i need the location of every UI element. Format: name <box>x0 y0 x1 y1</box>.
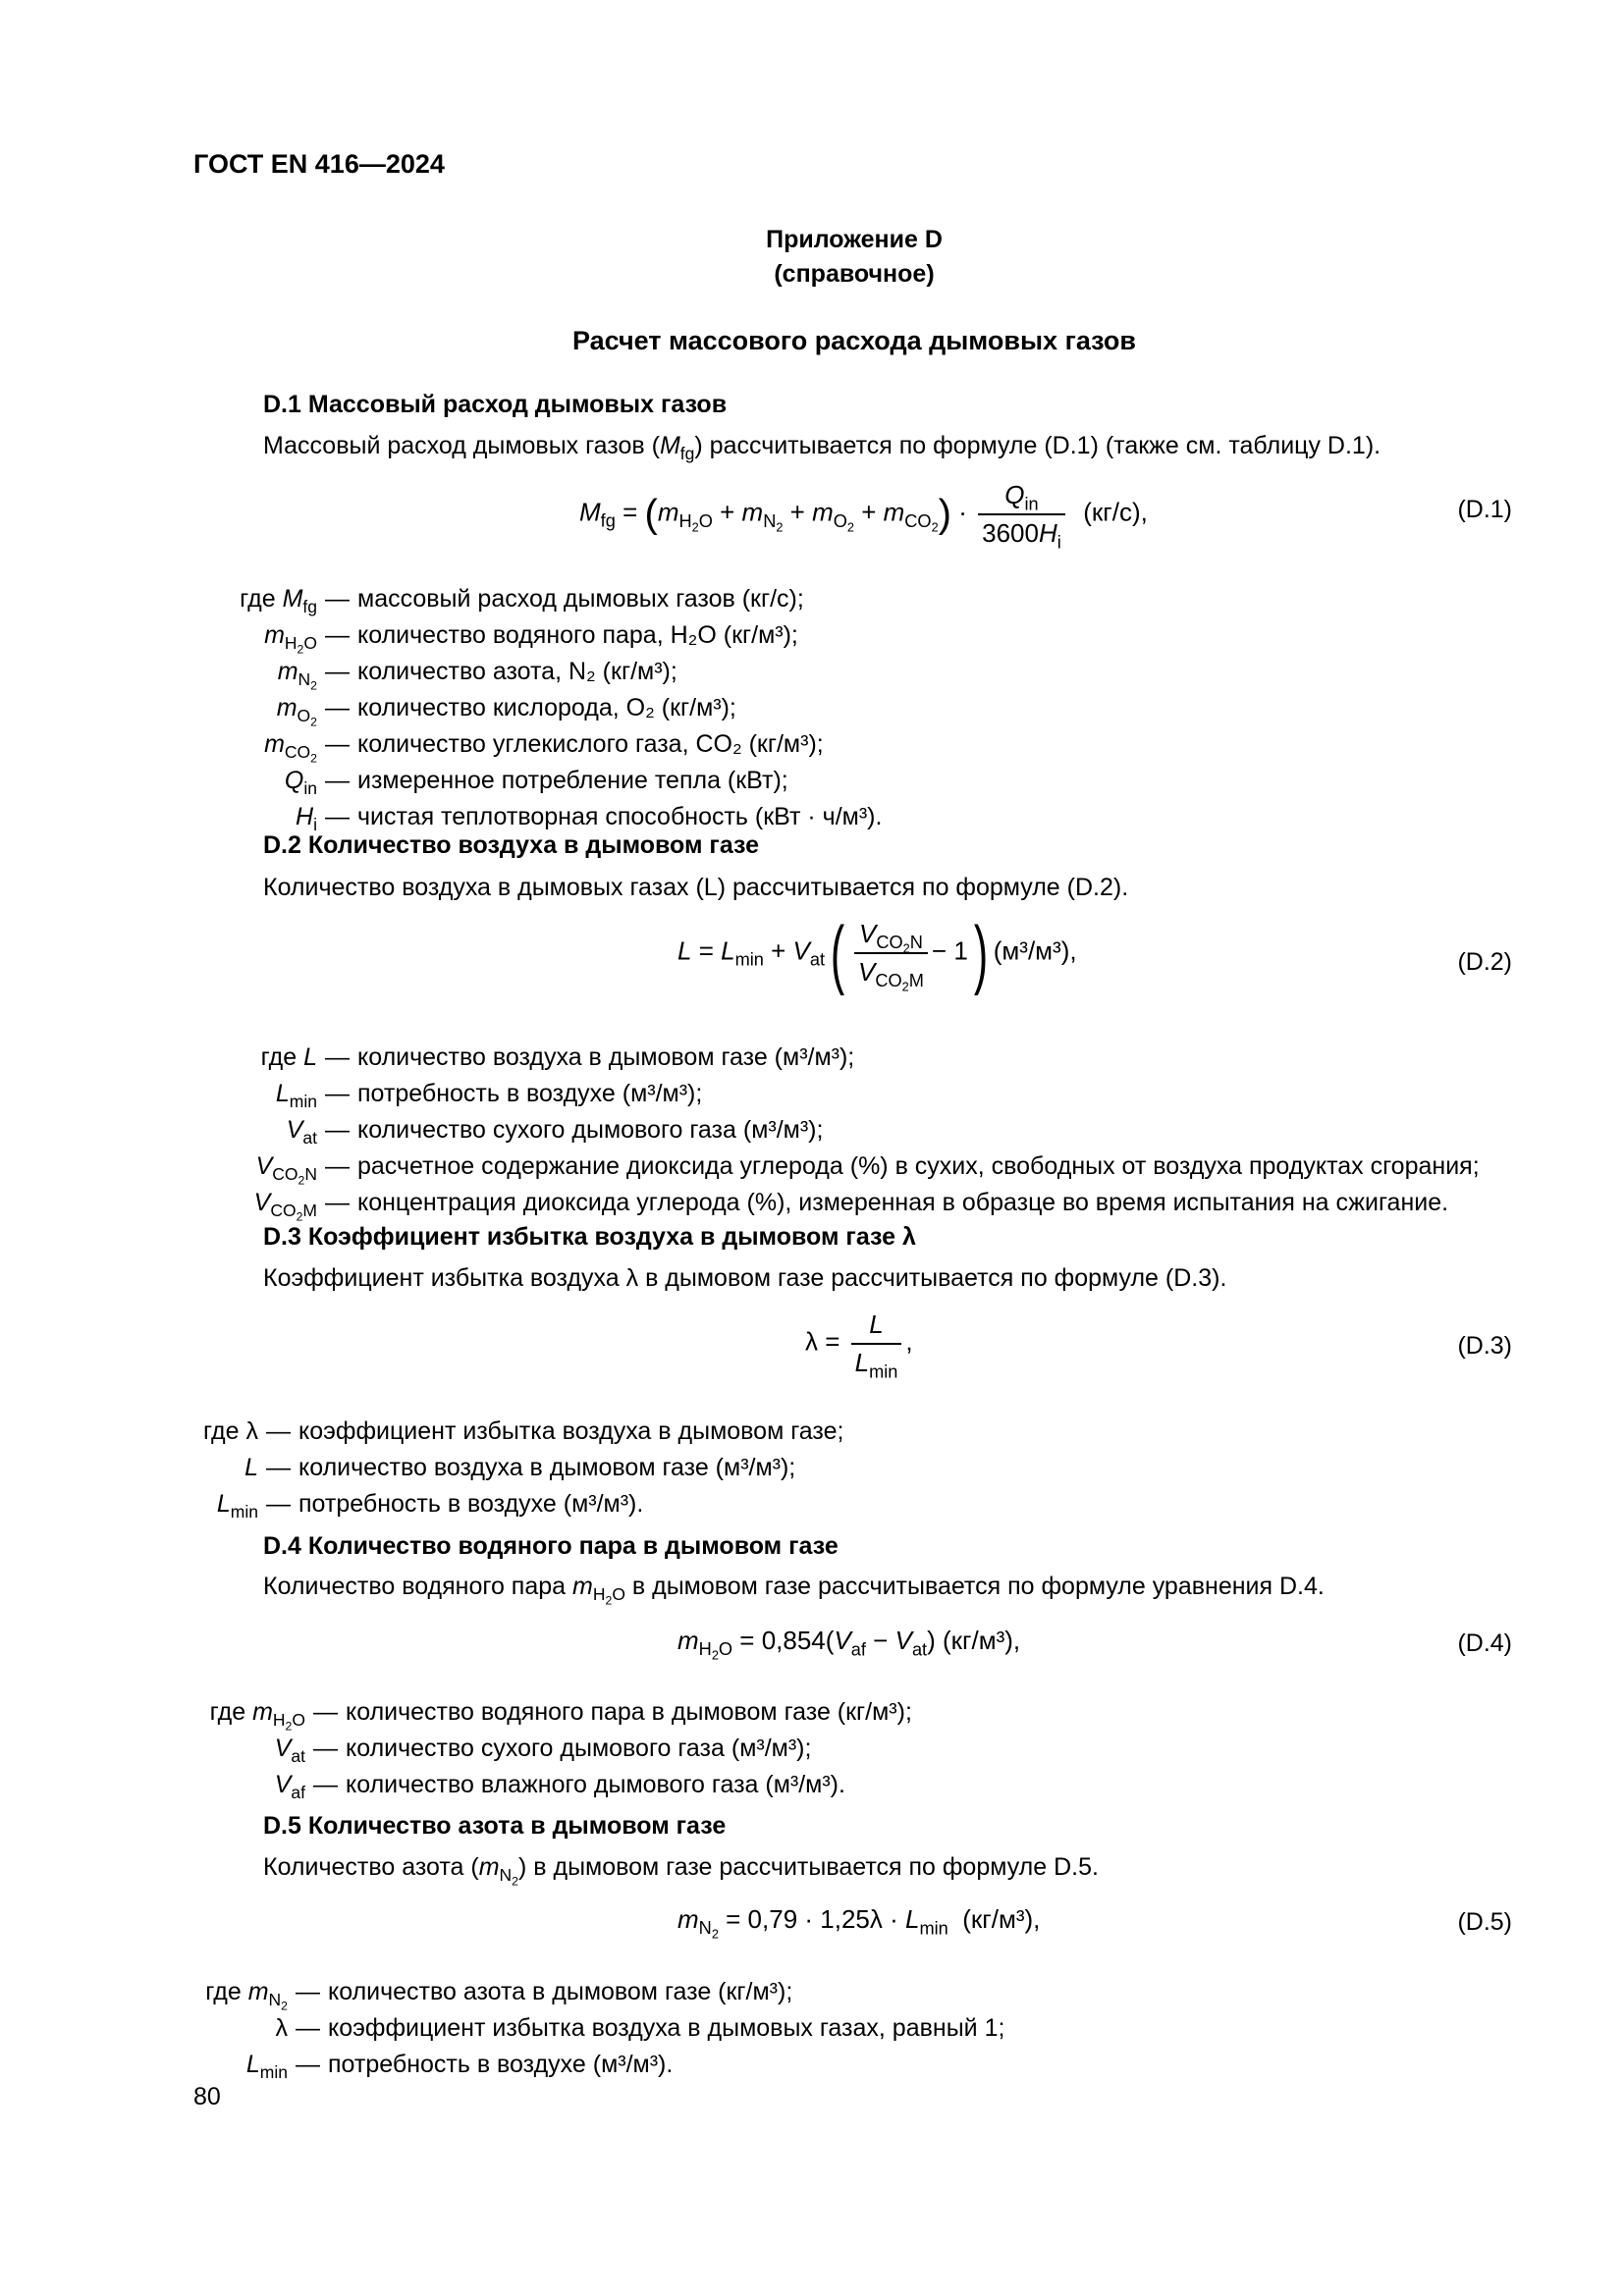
formula-d5: $m_{N_2} = 0,79 \cdot 1,25\lambda \cdot L_{min}$ (кг/м³), <box>677 1904 1041 1942</box>
section-d4-heading: D.4 Количество водяного пара в дымовом газе <box>263 1532 839 1560</box>
section-d5-heading: D.5 Количество азота в дымовом газе <box>263 1812 727 1840</box>
formula-d3: λ = $\frac{L}{L_{min}}$ , <box>805 1309 913 1381</box>
equation-number-d2: (D.2) <box>1457 948 1512 976</box>
section-d4-text: Количество водяного пара $m_{H_2O}$ в дымовом газе рассчитывается по формуле уравнения D.4. <box>263 1573 1325 1608</box>
appendix-subtitle: (справочное) <box>774 260 935 288</box>
definition-list-d3: где λ — коэффициент избытка воздуха в дымовом газе; L — количество воздуха в дымовом газе (м³/м³); $L_{min}$ — потребность в воздухе (м³/м³). <box>203 1417 844 1522</box>
equation-number-d3: (D.3) <box>1457 1332 1512 1360</box>
section-d2-text: Количество воздуха в дымовых газах (L) рассчитывается по формуле (D.2). <box>263 874 1129 901</box>
formula-d2: $L = L_{min} + V_{at}$( $\frac{V_{CO_2N}}{V_{CO_2M}}$ − 1) (м³/м³), <box>677 909 1077 996</box>
section-d1-heading: D.1 Массовый расход дымовых газов <box>263 391 728 418</box>
section-d3-heading: D.3 Коэффициент избытка воздуха в дымовом газе λ <box>263 1223 916 1251</box>
definition-list-d2: где L — количество воздуха в дымовом газе (м³/м³); $L_{min}$ — потребность в воздухе (м³/м³); $V_{at}$ — количество сухого дымового газа (м³/м³); $V_{CO_2N}$ — расчетное содержание диоксида углерода (%) в сухих, свободных от воздуха продуктах сгорания; $V_{CO_2M}$ — концентрация диоксида углерода (%), измеренная в образце во время испытания на сжигание. <box>253 1043 1480 1224</box>
formula-d4: $m_{H_2O} = 0,854(V_{af} - V_{at})$ (кг/м³), <box>677 1626 1021 1663</box>
section-d3-text: Коэффициент избытка воздуха λ в дымовом газе рассчитывается по формуле (D.3). <box>263 1264 1227 1292</box>
section-d1-text: Массовый расход дымовых газов $(M_{fg})$ рассчитывается по формуле (D.1) (также см. таблицу D.1). <box>263 432 1381 464</box>
definition-list-d5: где $m_{N_2}—$ количество азота в дымовом газе (кг/м³); λ — коэффициент избытка воздуха в дымовых газах, равный 1; $L_{min}$ — потребность в воздухе (м³/м³). <box>205 1978 1005 2083</box>
equation-number-d4: (D.4) <box>1457 1629 1512 1657</box>
equation-number-d1: (D.1) <box>1457 496 1512 523</box>
formula-d1: $M_{fg} = (m_{H_2O} + m_{N_2} + m_{O_2} + m_{CO_2})$ · $\frac{Q_{in}}{3600H_i}$ (кг/с), <box>579 480 1148 552</box>
section-d2-heading: D.2 Количество воздуха в дымовом газе <box>263 831 760 859</box>
section-d5-text: Количество азота $(m_{N_2})$ в дымовом газе рассчитывается по формуле D.5. <box>263 1853 1099 1889</box>
definition-list-d4: где $m_{H_2O}$ — количество водяного пара в дымовом газе (кг/м³); $V_{at}$ — количество сухого дымового газа (м³/м³); $V_{af}$ — количество влажного дымового газа (м³/м³). <box>209 1698 912 1803</box>
equation-number-d5: (D.5) <box>1457 1908 1512 1936</box>
appendix-title: Приложение D <box>766 226 943 253</box>
main-title: Расчет массового расхода дымовых газов <box>571 326 1137 355</box>
page-number: 80 <box>193 2083 221 2110</box>
document-header: ГОСТ EN 416—2024 <box>193 149 445 179</box>
definition-list-d1: где $M_{fg}$ — массовый расход дымовых газов (кг/с); $m_{H_2O}$ — количество водяного пара, H₂O (кг/м³); $m_{N_2}—$ количество азота, N₂ (кг/м³); $m_{O_2}—$ количество кислорода, O₂ (кг/м³); $m_{CO_2}—$ количество углекислого газа, CO₂ (кг/м³); $Q_{in}$ — измеренное потребление тепла (кВт); $H_i$ — чистая теплотворная способность (кВт · ч/м³). <box>240 585 883 835</box>
